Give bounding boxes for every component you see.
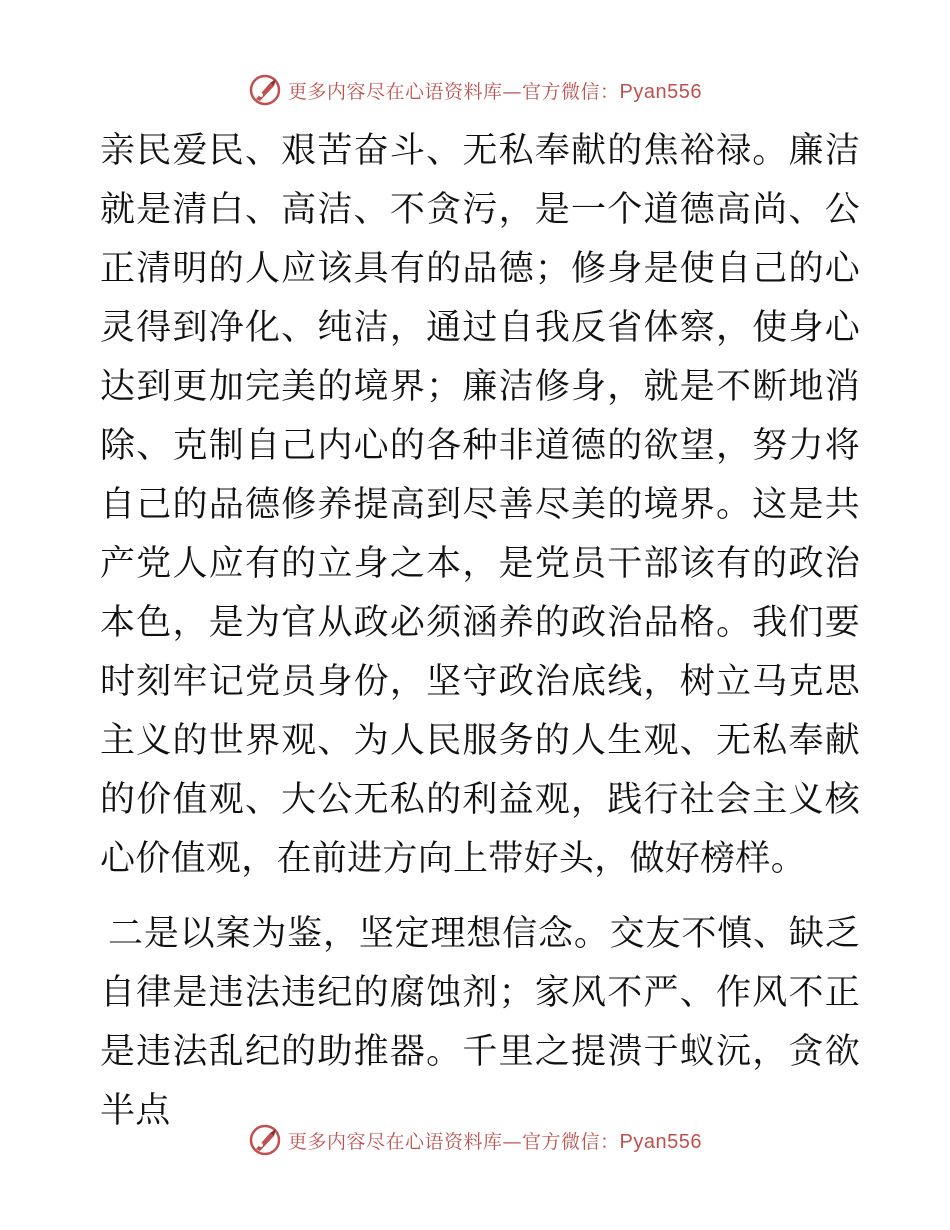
- paragraph-1: 亲民爱民、艰苦奋斗、无私奉献的焦裕禄。廉洁就是清白、高洁、不贪污，是一个道德高尚、公正清明的人应该具有的品德；修身是使自己的心灵得到净化、纯洁，通过自我反省体察，使身心达到更加完美的境界；廉洁修身，就是不断地消除、克制自己内心的各种非道德的欲望，努力将自己的品德修养提高到尽善尽美的境界。这是共产党人应有的立身之本，是党员干部该有的政治本色，是为官从政必须涵养的政治品格。我们要时刻牢记党员身份，坚守政治底线，树立马克思主义的世界观、为人民服务的人生观、无私奉献的价值观、大公无私的利益观，践行社会主义核心价值观，在前进方向上带好头，做好榜样。: [100, 131, 860, 879]
- pen-nib-logo-icon: [248, 73, 282, 107]
- header-banner: [0, 70, 950, 110]
- document-body: [100, 122, 860, 1141]
- footer-banner: [0, 1120, 950, 1160]
- paragraph-2: 二是以案为鉴，坚定理想信念。交友不慎、缺乏自律是违法违纪的腐蚀剂；家风不严、作风不正是违法乱纪的助推器。千里之提溃于蚁沅，贪欲半点: [100, 914, 860, 1131]
- footer-promo-text: 更多内容尽在心语资料库—官方微信：: [288, 1130, 620, 1153]
- header-promo-text: 更多内容尽在心语资料库—官方微信：: [288, 80, 620, 103]
- footer-wechat-id: Pyan556: [619, 1130, 702, 1153]
- footer-promo: [288, 1127, 702, 1154]
- pen-nib-logo-icon: [248, 1123, 282, 1157]
- header-wechat-id: Pyan556: [619, 80, 702, 103]
- header-promo: [288, 77, 702, 104]
